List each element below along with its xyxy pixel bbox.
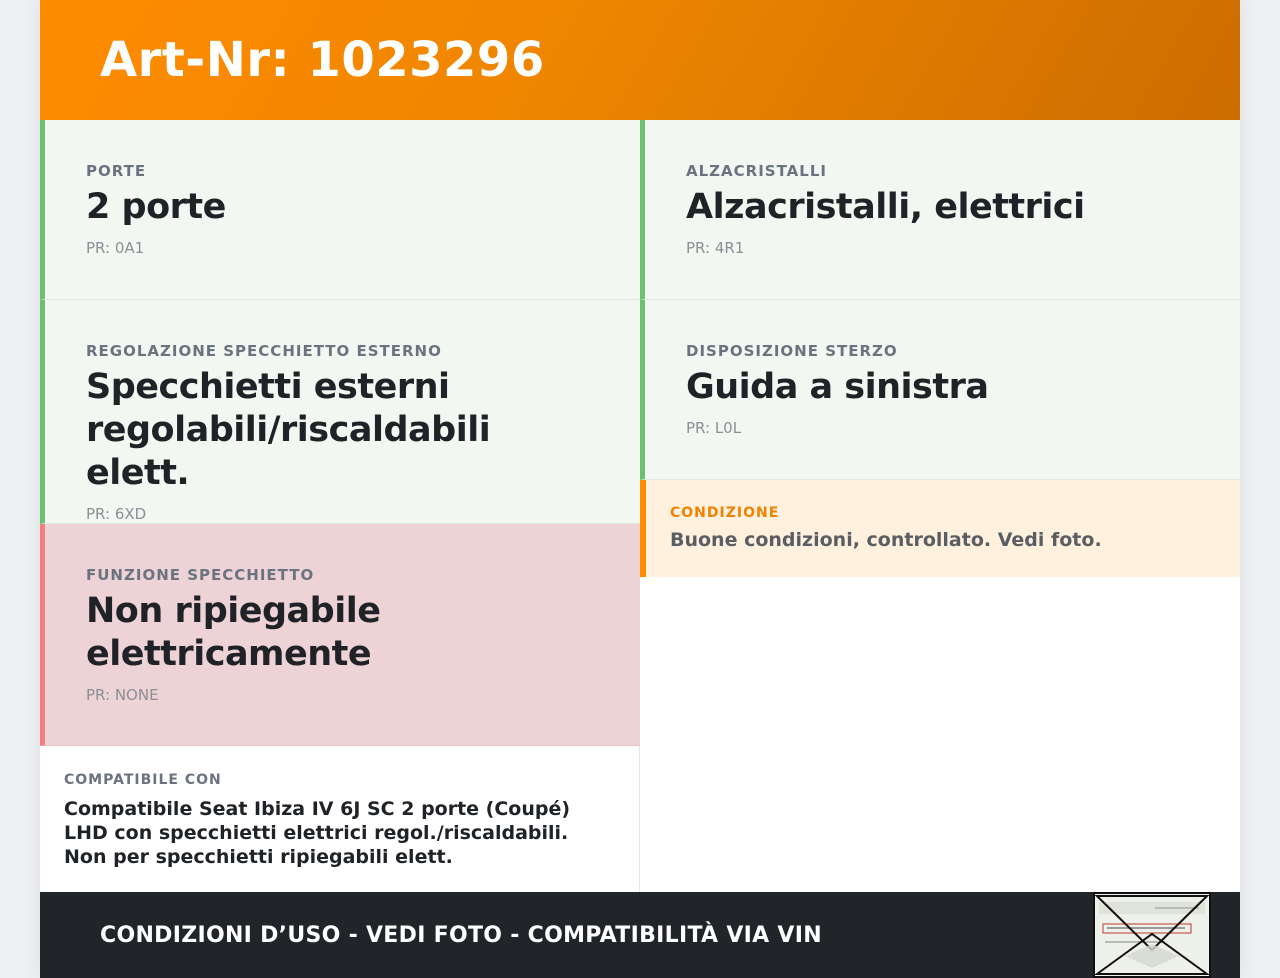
footer-bar — [40, 892, 1240, 978]
document-photo-icon — [1095, 894, 1209, 976]
feature-alzacristalli — [640, 120, 1240, 300]
feature-label: FUNZIONE SPECCHIETTO — [86, 566, 315, 584]
condition-label: CONDIZIONE — [670, 505, 780, 521]
feature-pr-code: PR: 6XD — [86, 505, 147, 523]
feature-pr-code: PR: NONE — [86, 686, 159, 704]
vehicle-document-thumbnail[interactable] — [1093, 892, 1211, 978]
feature-pr-code: PR: L0L — [686, 419, 742, 437]
feature-funzione-specchietto — [40, 524, 640, 746]
feature-value: Guida a sinistra — [686, 367, 989, 407]
footer-text: CONDIZIONI D’USO - VEDI FOTO - COMPATIBILITÀ VIA VIN — [100, 922, 822, 948]
feature-disposizione-sterzo — [640, 300, 1240, 480]
product-card — [40, 0, 1240, 978]
feature-label: ALZACRISTALLI — [686, 162, 827, 180]
feature-porte — [40, 120, 640, 300]
feature-value: Alzacristalli, elettrici — [686, 187, 1085, 227]
feature-label: REGOLAZIONE SPECCHIETTO ESTERNO — [86, 342, 442, 360]
compatibility-section — [40, 746, 640, 892]
header — [40, 0, 1240, 120]
feature-pr-code: PR: 0A1 — [86, 239, 145, 257]
feature-value: Non ripiegabile elettricamente — [86, 591, 381, 674]
feature-label: PORTE — [86, 162, 147, 180]
feature-value: Specchietti esterni regolabili/riscaldabili elett. — [86, 367, 491, 493]
feature-pr-code: PR: 4R1 — [686, 239, 745, 257]
condition-section — [640, 480, 1240, 577]
feature-value: 2 porte — [86, 187, 226, 227]
compatibility-text: Compatibile Seat Ibiza IV 6J SC 2 porte (Coupé) LHD con specchietti elettrici regol./riscaldabili. Non per specchietti ripiegabili elett. — [64, 798, 571, 868]
feature-regolazione-specchietto — [40, 300, 640, 524]
compatibility-label: COMPATIBILE CON — [64, 772, 222, 788]
feature-label: DISPOSIZIONE STERZO — [686, 342, 898, 360]
article-number-title: Art-Nr: 1023296 — [100, 32, 545, 88]
condition-text: Buone condizioni, controllato. Vedi foto. — [670, 529, 1102, 551]
